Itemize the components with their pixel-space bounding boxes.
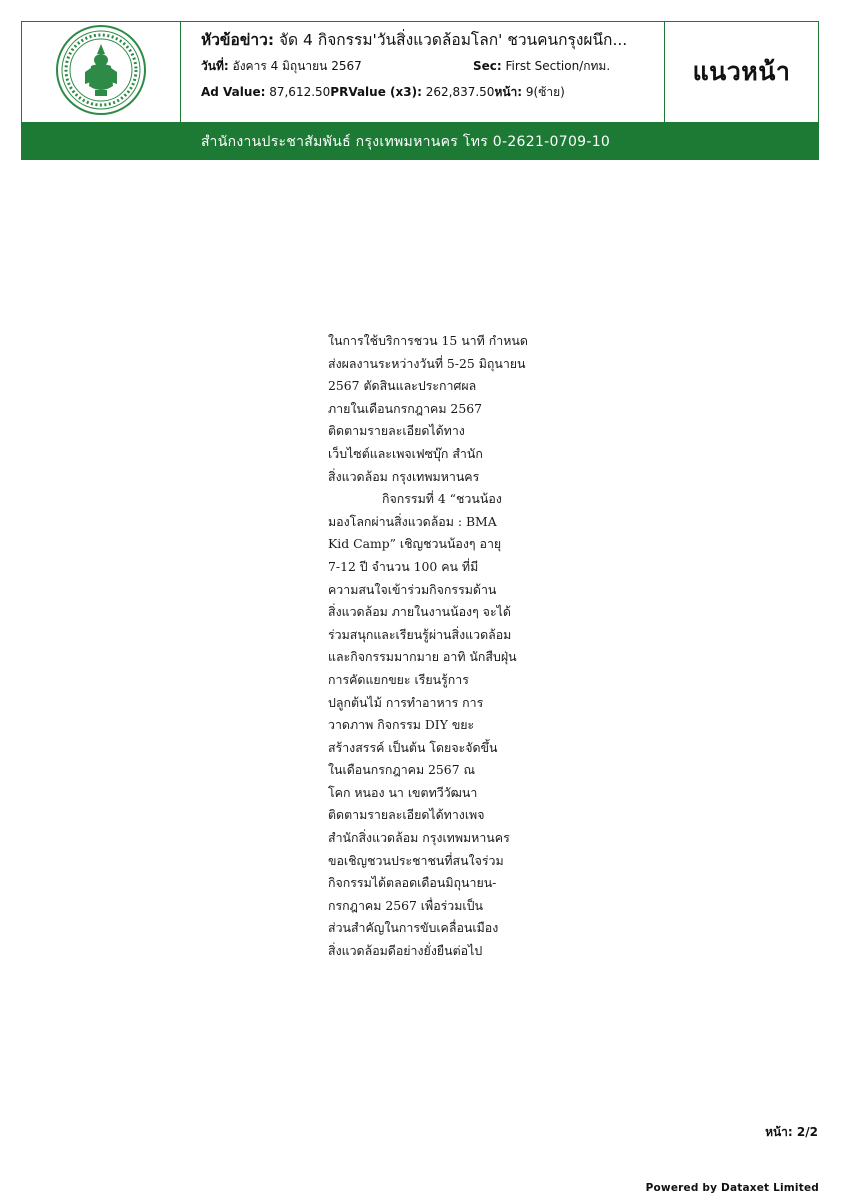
section-field [473, 56, 610, 76]
article-line: ความสนใจเข้าร่วมกิจกรรมด้าน [328, 581, 497, 597]
article-line: สำนักสิ่งแวดล้อม กรุงเทพมหานคร [328, 830, 510, 846]
ad-value: 87,612.50 [269, 85, 331, 99]
section-value: First Section/กทม. [505, 59, 611, 73]
publication-cell [665, 22, 818, 122]
article-line: กรกฎาคม 2567 เพื่อร่วมเป็น [328, 897, 483, 913]
article-line: Kid Camp” เชิญชวนน้องๆ อายุ [328, 536, 502, 552]
article-line: ในการใช้บริการชวน 15 นาที กำหนด [328, 333, 528, 348]
page-label: หน้า: [494, 85, 523, 99]
ad-value-label: Ad Value: [201, 85, 266, 99]
page-number [765, 1123, 818, 1142]
article-line: สร้างสรรค์ เป็นต้น โดยจะจัดขึ้น [328, 739, 498, 755]
article-line: 7-12 ปี จำนวน 100 คน ที่มี [328, 558, 479, 574]
article-line: ส่วนสำคัญในการขับเคลื่อนเมือง [328, 920, 499, 936]
article-line: ปลูกต้นไม้ การทำอาหาร การ [328, 694, 484, 710]
date-label: วันที่: [201, 59, 229, 73]
article-column [328, 330, 532, 963]
article-line: โคก หนอง นา เขตทวีวัฒนา [328, 784, 478, 800]
article-line: มองโลกผ่านสิ่งแวดล้อม : BMA [328, 513, 497, 529]
date-section-row [201, 56, 664, 76]
article-line: สิ่งแวดล้อมดีอย่างยั่งยืนต่อไป [328, 943, 483, 959]
headline-text: จัด 4 กิจกรรม'วันสิ่งแวดล้อมโลก' ชวนคนกรุงผนึก... [278, 31, 628, 49]
section-label: Sec: [473, 59, 502, 73]
article-line: ร่วมสนุกและเรียนรู้ผ่านสิ่งแวดล้อม [328, 626, 512, 642]
article-line: ขอเชิญชวนประชาชนที่สนใจร่วม [328, 852, 504, 868]
pr-value-label: PRValue (x3): [330, 85, 422, 99]
page-value: 9(ซ้าย) [525, 85, 565, 99]
article-line: เว็บไซต์และเพจเฟซบุ๊ก สำนัก [328, 445, 483, 461]
article-line: ภายในเดือนกรกฎาคม 2567 [328, 400, 482, 416]
article-line: ส่งผลงานระหว่างวันที่ 5-25 มิถุนายน [328, 355, 526, 371]
date-field [201, 56, 362, 76]
headline-row [201, 28, 661, 52]
publication-name: แนวหน้า [692, 57, 791, 86]
article-line: 2567 ตัดสินและประกาศผล [328, 378, 477, 394]
powered-by: Powered by Dataxet Limited [645, 1182, 819, 1194]
bangkok-emblem-icon [55, 24, 147, 120]
clipping-info [181, 22, 665, 122]
clipping-header [21, 21, 819, 123]
article-line: กิจกรรมที่ 4 “ชวนน้อง [382, 491, 502, 507]
article-line: การคัดแยกขยะ เรียนรู้การ [328, 671, 469, 687]
article-line: วาดภาพ กิจกรรม DIY ขยะ [328, 717, 475, 733]
agency-bar [21, 123, 819, 160]
article-line: และกิจกรรมมากมาย อาทิ นักสืบฝุ่น [328, 649, 517, 665]
article-line: สิ่งแวดล้อม กรุงเทพมหานคร [328, 468, 480, 484]
value-row [201, 82, 664, 102]
logo-cell [22, 22, 181, 122]
agency-text: สำนักงานประชาสัมพันธ์ กรุงเทพมหานคร โทร 0-2621-0709-10 [201, 133, 611, 150]
article-line: สิ่งแวดล้อม ภายในงานน้องๆ จะได้ [328, 604, 511, 620]
article-line: ติดตามรายละเอียดได้ทางเพจ [328, 807, 485, 823]
headline-label: หัวข้อข่าว: [201, 31, 275, 49]
date-value: อังคาร 4 มิถุนายน 2567 [232, 59, 362, 73]
article-line: ในเดือนกรกฎาคม 2567 ณ [328, 762, 476, 778]
page-number-value: 2/2 [796, 1125, 818, 1139]
pr-value: 262,837.50 [425, 85, 495, 99]
article-line: กิจกรรมได้ตลอดเดือนมิถุนายน- [328, 875, 497, 891]
page-number-label: หน้า: [765, 1125, 793, 1139]
article-line: ติดตามรายละเอียดได้ทาง [328, 423, 465, 439]
